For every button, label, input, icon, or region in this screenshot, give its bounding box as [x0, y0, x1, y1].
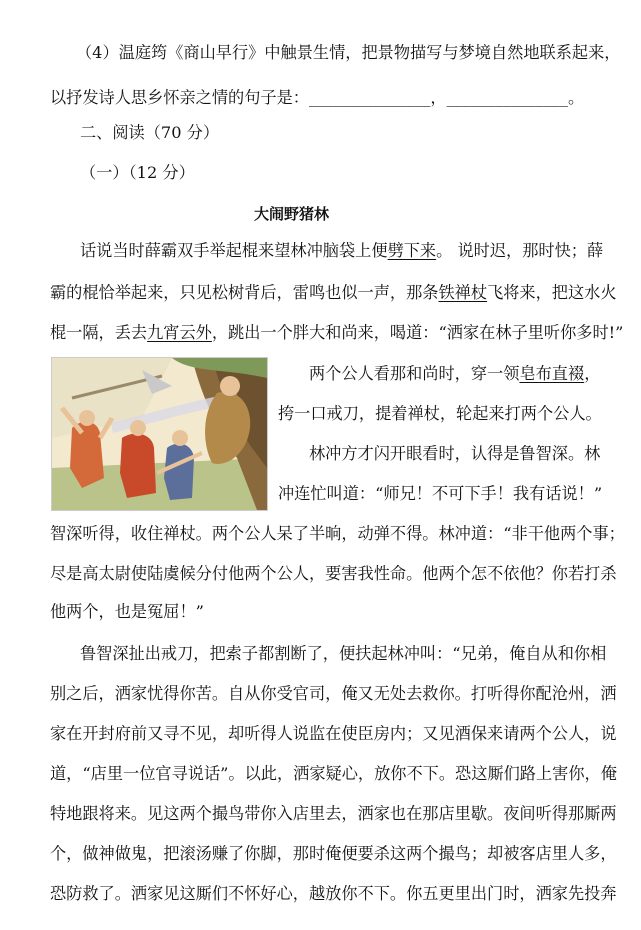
illustration: [51, 357, 268, 511]
subsection-heading: （一）（12 分）: [80, 163, 195, 182]
underlined-term: 九宵云外: [147, 323, 212, 342]
passage-line: 鲁智深扯出戒刀，把索子都割断了，便扶起林冲叫：“兄弟，俺自从和你相: [80, 644, 607, 663]
passage-line: 棍一隔，丢去九宵云外，跳出一个胖大和尚来，喝道：“洒家在林子里听你多时!”: [50, 323, 624, 342]
passage-line: 道，“店里一位官寻说话”。以此，洒家疑心，放你不下。恐这厮们路上害你，俺: [50, 764, 617, 783]
question-4-line-2: 以抒发诗人思乡怀亲之情的句子是：_______________，_______________。: [50, 88, 585, 107]
passage-line: 他两个，也是冤屈！”: [50, 602, 204, 621]
passage-line: 恐防救了。洒家见这厮们不怀好心，越放你不下。你五更里出门时，洒家先投奔: [50, 884, 617, 903]
passage-line: 林冲方才闪开眼看时，认得是鲁智深。林: [309, 444, 601, 463]
section-heading: 二、阅读（70 分）: [80, 123, 220, 142]
passage-line: 冲连忙叫道：“师兄！不可下手！我有话说！”: [278, 484, 603, 503]
passage-line: 挎一口戒刀，提着禅杖，轮起来打两个公人。: [278, 404, 602, 423]
passage-line: 霸的棍恰举起来，只见松树背后，雷鸣也似一声，那条铁禅杖飞将来，把这水火: [50, 283, 617, 302]
passage-line: 尽是高太尉使陆虞候分付他两个公人，要害我性命。他两个怎不依他？你若打杀: [50, 564, 617, 583]
passage-line: 智深听得，收住禅杖。两个公人呆了半晌，动弹不得。林冲道：“非干他两个事；: [50, 524, 625, 543]
underlined-term: 劈下来: [387, 241, 437, 260]
passage-line: 特地跟将来。见这两个撮鸟带你入店里去，洒家也在那店里歇。夜间听得那厮两: [50, 804, 617, 823]
underlined-term: 铁禅杖: [438, 283, 488, 302]
passage-line: 个，做神做鬼，把滚汤赚了你脚，那时俺便要杀这两个撮鸟；却被客店里人多，: [50, 844, 617, 863]
illustration-scene: [52, 358, 267, 510]
underlined-term: 皂布直裰: [519, 364, 585, 383]
passage-line: 家在开封府前又寻不见，却听得人说监在使臣房内；又见酒保来请两个公人，说: [50, 724, 617, 743]
passage-title: 大闹野猪林: [254, 205, 330, 223]
question-4-line-1: （4）温庭筠《商山早行》中触景生情，把景物描写与梦境自然地联系起来，: [76, 43, 621, 62]
passage-line: 别之后，洒家忧得你苦。自从你受官司，俺又无处去救你。打听得你配沧州，洒: [50, 684, 617, 703]
passage-line: 话说当时薛霸双手举起棍来望林冲脑袋上便劈下来。 说时迟，那时快；薛: [80, 241, 604, 260]
passage-line: 两个公人看那和尚时，穿一领皂布直裰，: [309, 364, 601, 383]
